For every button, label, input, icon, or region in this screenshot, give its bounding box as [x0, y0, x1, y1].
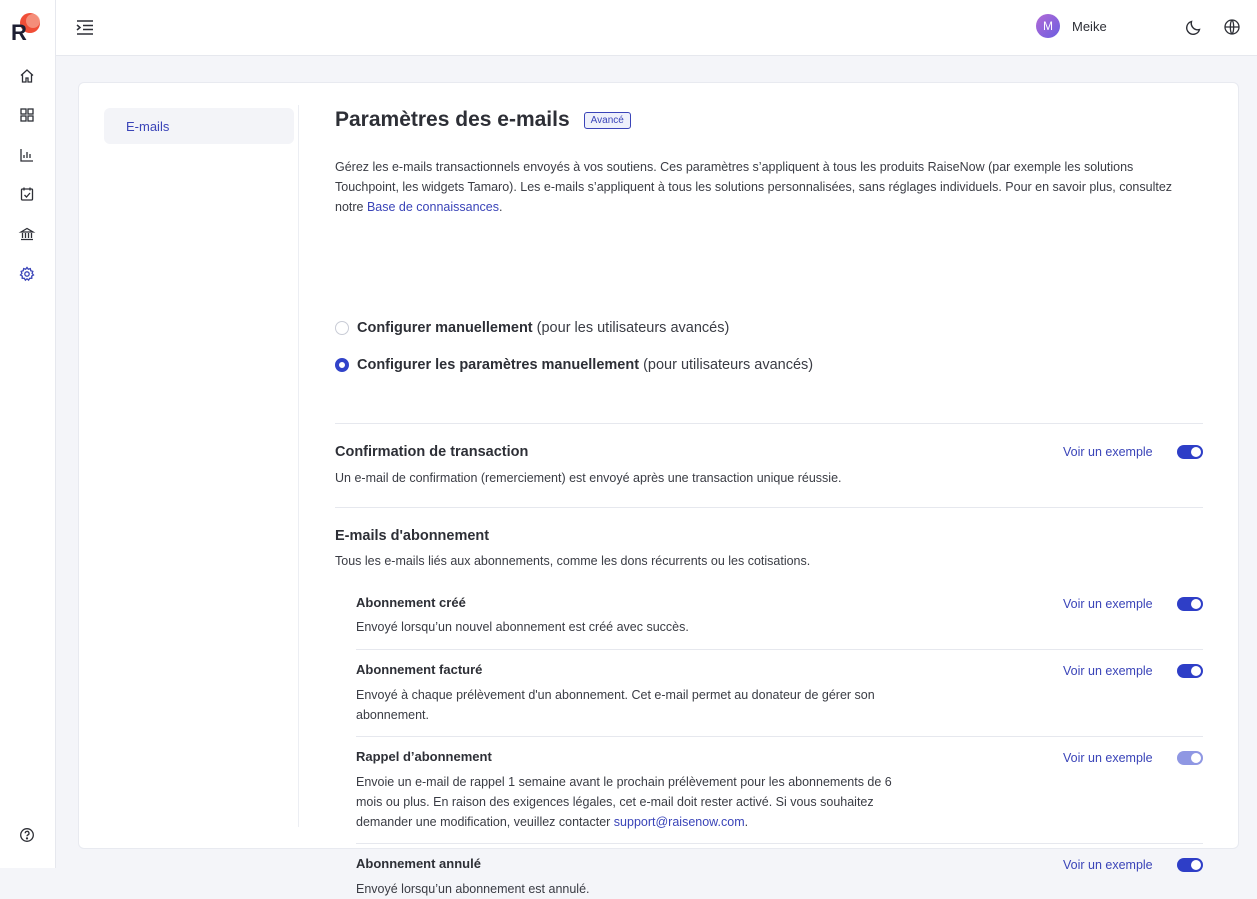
sub-reminder-example-link[interactable]: Voir un exemple: [1063, 751, 1153, 765]
sub-cancelled-toggle[interactable]: [1177, 858, 1203, 872]
dark-mode-moon-icon[interactable]: [1184, 17, 1204, 37]
home-icon[interactable]: [16, 65, 38, 87]
subscription-title: E-mails d'abonnement: [335, 528, 490, 544]
bank-icon[interactable]: [16, 223, 38, 245]
page-title: Paramètres des e-mails: [335, 108, 570, 131]
confirmation-title: Confirmation de transaction: [335, 444, 529, 460]
sub-reminder-toggle-locked: [1177, 751, 1203, 765]
confirmation-example-link[interactable]: Voir un exemple: [1063, 445, 1153, 459]
radio-manual-config[interactable]: [335, 321, 349, 335]
avatar: M: [1036, 14, 1060, 38]
option-manual-params[interactable]: [335, 357, 813, 373]
user-menu[interactable]: [1036, 14, 1107, 38]
sub-created-title: Abonnement créé: [356, 595, 466, 610]
item-divider: [356, 843, 1203, 844]
knowledge-base-link[interactable]: Base de connaissances: [366, 200, 499, 214]
raisenow-logo[interactable]: [10, 12, 42, 45]
sub-reminder-title: Rappel d’abonnement: [356, 749, 492, 764]
subscription-desc: Tous les e-mails liés aux abonnements, comme les dons récurrents ou les cotisations.: [335, 554, 811, 568]
sub-created-desc: Envoyé lorsqu’un nouvel abonnement est créé avec succès.: [356, 620, 689, 634]
analytics-chart-icon[interactable]: [16, 144, 38, 166]
side-rail: [0, 0, 56, 868]
top-bar: [56, 0, 1257, 56]
sub-billed-example-link[interactable]: Voir un exemple: [1063, 664, 1153, 678]
advanced-badge: Avancé: [584, 112, 631, 129]
vertical-divider: [298, 105, 299, 827]
item-divider: [356, 736, 1203, 737]
settings-gear-icon[interactable]: [16, 263, 38, 285]
menu-collapse-icon[interactable]: [74, 16, 96, 38]
item-divider: [356, 649, 1203, 650]
sub-billed-title: Abonnement facturé: [356, 662, 483, 677]
support-email-link[interactable]: support@raisenow.com: [613, 815, 745, 829]
confirmation-desc: Un e-mail de confirmation (remerciement) est envoyé après une transaction unique réussie.: [335, 471, 842, 485]
option-label: Configurer les paramètres manuellement (pour utilisateurs avancés): [357, 357, 814, 373]
section-divider: [335, 423, 1203, 424]
tasks-checklist-icon[interactable]: [16, 183, 38, 205]
help-icon[interactable]: [16, 824, 38, 846]
sub-created-toggle[interactable]: [1177, 597, 1203, 611]
sub-cancelled-desc: Envoyé lorsqu’un abonnement est annulé.: [356, 882, 590, 896]
sub-created-example-link[interactable]: Voir un exemple: [1063, 597, 1153, 611]
email-settings-content: [335, 105, 1203, 896]
language-globe-icon[interactable]: [1222, 17, 1242, 37]
sub-billed-toggle[interactable]: [1177, 664, 1203, 678]
section-divider: [335, 507, 1203, 508]
sub-cancelled-title: Abonnement annulé: [356, 856, 481, 871]
option-manual-config[interactable]: [335, 320, 729, 336]
dashboard-grid-icon[interactable]: [16, 104, 38, 126]
svg-text:R: R: [11, 20, 27, 45]
sub-cancelled-example-link[interactable]: Voir un exemple: [1063, 858, 1153, 872]
option-label: Configurer manuellement (pour les utilisateurs avancés): [357, 320, 730, 336]
settings-card: [78, 82, 1239, 896]
confirmation-toggle[interactable]: [1177, 445, 1203, 459]
subnav-item-emails[interactable]: E-mails: [104, 108, 294, 144]
sub-reminder-desc: Envoie un e-mail de rappel 1 semaine avant le prochain prélèvement pour les abonnements de 6 mois ou plus. En raison des exigences légales, cet e-mail doit rester activé. Si vous souhaitez demander une modification, veuillez contacter support@raisenow.com.: [356, 775, 892, 829]
user-name: Meike: [1072, 18, 1107, 34]
sub-billed-desc: Envoyé à chaque prélèvement d'un abonnement. Cet e-mail permet au donateur de gérer son abonnement.: [356, 688, 875, 722]
radio-manual-params[interactable]: [335, 358, 349, 372]
intro-text: Gérez les e-mails transactionnels envoyés à vos soutiens. Ces paramètres s’appliquent à tous les produits RaiseNow (par exemple les solutions Touchpoint, les widgets Tamaro). Les e-mails s’appliquent à tous les solutions personnalisées, sans réglages individuels. Pour en savoir plus, consultez notre Base de connaissances.: [335, 160, 1173, 214]
